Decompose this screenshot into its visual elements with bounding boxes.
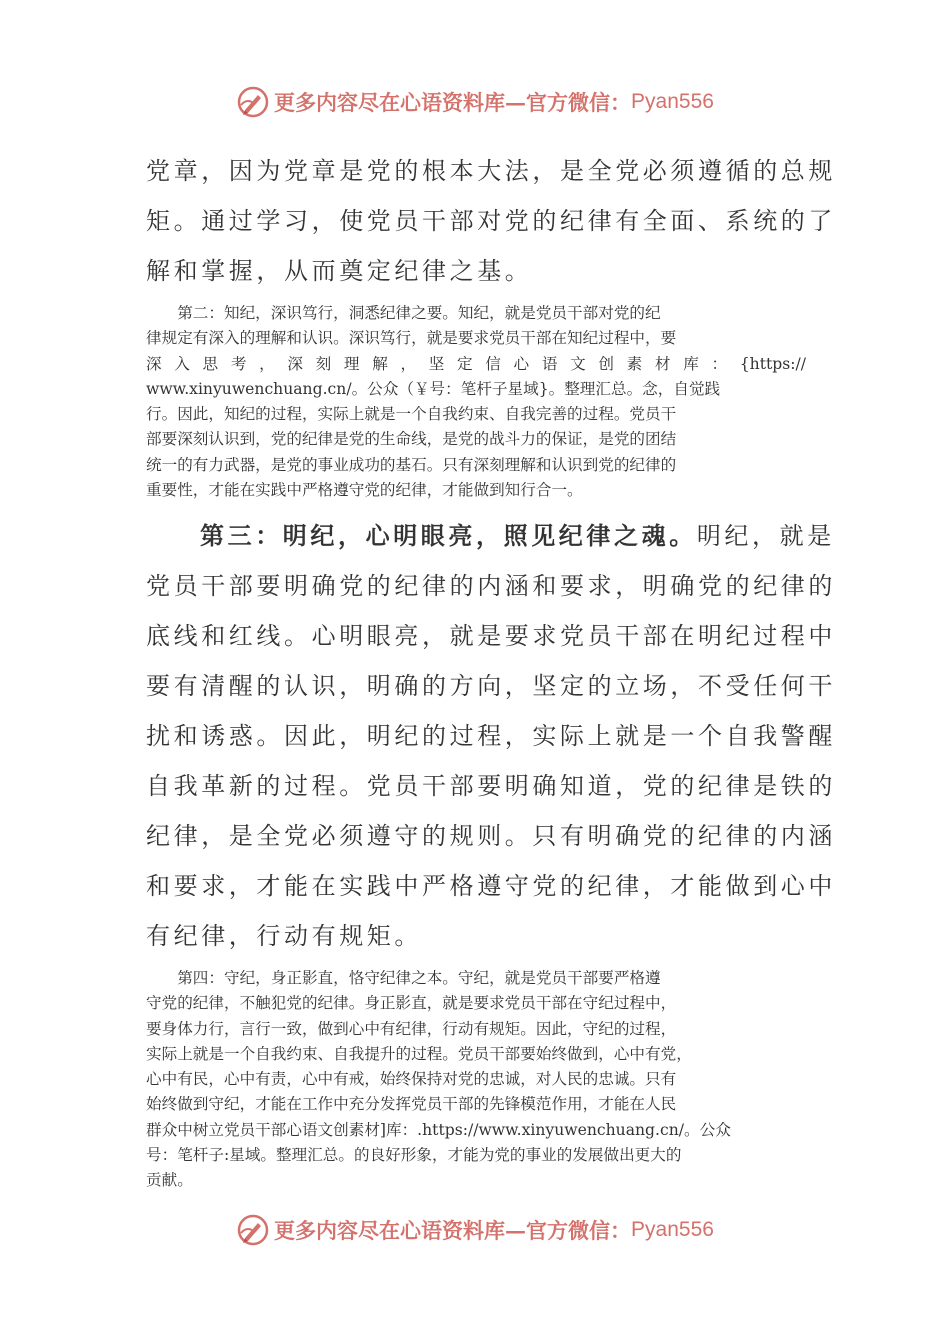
banner-brand-text: 更多内容尽在心语资料库—官方微信： (274, 1218, 632, 1243)
text-line: 实际上就是一个自我约束、自我提升的过程。党员干部要始终做到，心中有党， (146, 1044, 692, 1063)
pen-logo-icon (236, 1213, 270, 1247)
text-line: 纪律，是全党必须遵守的规则。只有明确党的纪律的内涵 (146, 822, 836, 850)
text-line: 有纪律，行动有规矩。 (146, 922, 422, 950)
text-line: 解和掌握，从而奠定纪律之基。 (146, 257, 533, 285)
paragraph-4 (146, 966, 806, 1194)
text-line: 守党的纪律，不触犯党的纪律。身正影直，就是要求党员干部在守纪过程中， (146, 994, 677, 1013)
text-line (146, 511, 835, 561)
text-line: 重要性，才能在实践中严格遵守党的纪律，才能做到知行合一。 (146, 481, 583, 500)
text-line: 要有清醒的认识，明确的方向，坚定的立场，不受任何干 (146, 672, 836, 700)
text-line: 贡献。 (146, 1171, 193, 1190)
text-line: 部要深刻认识到，党的纪律是党的生命线，是党的战斗力的保证，是党的团结 (146, 430, 677, 449)
text-line: 始终做到守纪，才能在工作中充分发挥党员干部的先锋模范作用，才能在人民 (146, 1095, 677, 1114)
text-line: 心中有民，心中有责，心中有戒，始终保持对党的忠诚，对人民的忠诚。只有 (146, 1070, 677, 1089)
text-line: 深入思考，深刻理解，坚定信心语文创素材库：{https:// (146, 354, 806, 373)
paragraph-3 (146, 511, 836, 961)
text-line: 自我革新的过程。党员干部要明确知道，党的纪律是铁的 (146, 772, 836, 800)
text-line: 要身体力行，言行一致，做到心中有纪律，行动有规矩。因此，守纪的过程， (146, 1019, 677, 1038)
text-line: 党章，因为党章是党的根本大法，是全党必须遵循的总规 (146, 157, 836, 185)
paragraph-2 (146, 301, 806, 503)
banner-wechat-id: Pyan556 (631, 90, 714, 113)
text-line: 底线和红线。心明眼亮，就是要求党员干部在明纪过程中 (146, 622, 836, 650)
text-line: 律规定有深入的理解和认识。深识笃行，就是要求党员干部在知纪过程中，要 (146, 329, 677, 348)
text-line: 群众中树立党员干部心语文创素材]库：.https://www.xinyuwenchuang.cn/。公众 (146, 1120, 731, 1139)
text-line: 第四：守纪，身正影直，恪守纪律之本。守纪，就是党员干部要严格遵 (146, 969, 661, 987)
text-line: 和要求，才能在实践中严格遵守党的纪律，才能做到心中 (146, 872, 836, 900)
text-line: 第二：知纪，深识笃行，洞悉纪律之要。知纪，就是党员干部对党的纪 (146, 304, 661, 322)
text-line: 统一的有力武器，是党的事业成功的基石。只有深刻理解和认识到党的纪律的 (146, 455, 677, 474)
banner-brand-text: 更多内容尽在心语资料库—官方微信： (274, 90, 632, 115)
banner-wechat-id: Pyan556 (631, 1218, 714, 1241)
header-banner (0, 82, 950, 122)
text-line: 扰和诱惑。因此，明纪的过程，实际上就是一个自我警醒 (146, 722, 836, 750)
pen-logo-icon (236, 85, 270, 119)
text-line: 党员干部要明确党的纪律的内涵和要求，明确党的纪律的 (146, 572, 836, 600)
text-line: 行。因此，知纪的过程，实际上就是一个自我约束、自我完善的过程。党员干 (146, 405, 677, 424)
footer-banner (0, 1210, 950, 1250)
section-heading: 第三：明纪，心明眼亮，照见纪律之魂。 (200, 521, 697, 550)
text-line: 矩。通过学习，使党员干部对党的纪律有全面、系统的了 (146, 207, 836, 235)
text-line: 号：笔杆子:星域。整理汇总。的良好形象，才能为党的事业的发展做出更大的 (146, 1146, 682, 1165)
text-line: www.xinyuwenchuang.cn/。公众（￥号：笔杆子星域}。整理汇总。念，自觉践 (146, 379, 721, 398)
text-fragment: 明纪，就是 (696, 522, 835, 550)
paragraph-1 (146, 146, 836, 296)
